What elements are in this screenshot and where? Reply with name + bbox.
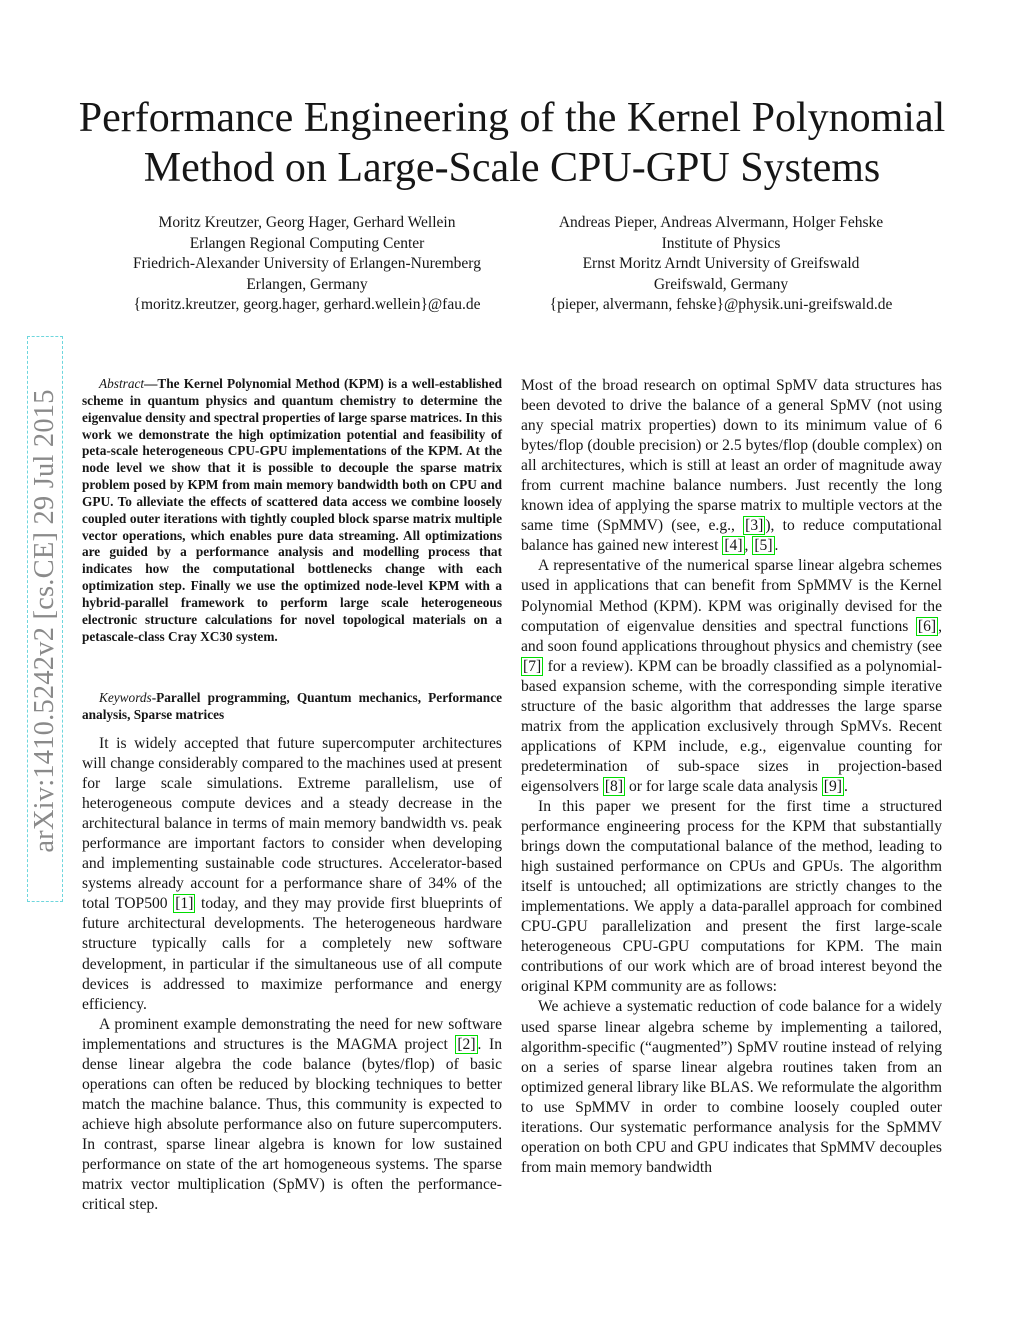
author-affiliation: Institute of Physics [661,234,781,252]
citation-3[interactable]: [3] [745,517,764,535]
author-university: Ernst Moritz Arndt University of Greifswald [582,255,860,273]
citation-4[interactable]: [4] [724,537,743,555]
author-location: Erlangen, Germany [246,275,368,293]
paper-title [0,93,1024,193]
paragraph: We achieve a systematic reduction of code balance for a widely used sparse linear algebra scheme by implementing a tailored, algorithm-specific (“augmented”) SpMV routine instead of relying on a series of sparse linear algebra routines taken from an optimized general library like BLAS. We reformulate the algorithm to use SpMMV in order to combine loosely coupled outer iterations. Our systematic performance analysis for the SpMMV operation on both CPU and GPU indicates that SpMMV decouples from main memory bandwidth [521,998,942,1176]
abstract-text: —The Kernel Polynomial Method (KPM) is a well-established scheme in quantum physics and quantum chemistry to determine the eigenvalue density and spectral properties of large sparse matrices. In this work we demonstrate the high optimization potential and feasibility of peta-scale heterogeneous CPU-GPU implementations of the KPM. At the node level we show that it is possible to decouple the sparse matrix problem posed by KPM from main memory bandwidth both on CPU and GPU. To alleviate the effects of scattered data access we combine loosely coupled outer iterations with tightly coupled block sparse matrix multiple vector operations, which enables pure data streaming. All optimizations are guided by a performance analysis and modelling process that indicates how the computational bottlenecks change with each optimization step. Finally we use the optimized node-level KPM with a hybrid-parallel framework to perform large scale heterogeneous electronic structure calculations for novel topological materials on a petascale-class Cray XC30 system. [82,376,502,644]
paragraph: A representative of the numerical sparse linear algebra schemes used in applications that can benefit from SpMMV is the Kernel Polynomial Method (KPM). KPM was originally devised for the computation of eigenvalue densities and spectral functions [6] , and soon found applications throughout physics and chemistry (see [7] for a review). KPM can be broadly classified as a polynomial-based expansion scheme, with the corresponding simple iterative structure of the basic algorithm that addresses the large sparse matrix from the application exclusively through SpMVs. Recent applications of KPM include, e.g., eigenvalue counting for predetermination of sub-space sizes in projection-based eigensolvers [8] or for large scale data analysis [9] . [521,557,942,795]
author-email: {pieper, alvermann, fehske}@physik.uni-greifswald.de [549,296,893,314]
author-block-right [496,213,946,316]
body-column-right [521,376,942,1178]
citation-2[interactable]: [2] [457,1035,476,1053]
title-line-1: Performance Engineering of the Kernel Polynomial [78,95,946,141]
citation-5[interactable]: [5] [754,537,773,555]
abstract [82,376,502,646]
author-location: Greifswald, Germany [653,275,789,293]
author-names: Andreas Pieper, Andreas Alvermann, Holger Fehske [558,214,884,231]
paragraph: A prominent example demonstrating the need for new software implementations and structures is the MAGMA project [2] . In dense linear algebra the code balance (bytes/flop) of basic operations can often be reduced by blocking techniques to better match the machine balance. Thus, this community is expected to achieve high absolute performance also on future supercomputers. In contrast, sparse linear algebra is known for low sustained performance on state of the art homogeneous systems. The sparse matrix vector multiplication (SpMV) is often the performance-critical step. [82,1015,502,1214]
paragraph: In this paper we present for the first time a structured performance engineering process for the KPM that substantially brings down the computational balance of the method, leading to high sustained performance on CPUs and GPUs. The algorithm itself is untouched; all optimizations are strictly changes to the implementations. We apply a data-parallel approach for combined CPU-GPU parallelization and present the first large-scale heterogeneous CPU-GPU computations for KPM. The main contributions of our work which are of broad interest beyond the original KPM community are as follows: [521,797,942,996]
title-line-2: Method on Large-Scale CPU-GPU Systems [143,145,881,191]
arxiv-id[interactable]: arXiv:1410.5242v2 [cs.CE] 29 Jul 2015 [29,389,60,853]
body-column-left [82,734,502,1215]
citation-6[interactable]: [6] [917,617,937,635]
paragraph: Most of the broad research on optimal SpMV data structures has been devoted to drive the balance of a general SpMV (not using any special matrix properties) down to its minimum value of 6 bytes/flop (double precision) or 2.5 bytes/flop (double complex) on all architectures, which is still at least an order of magnitude away from current machine balance numbers. Just recently the long known idea of applying the sparse matrix to multiple vectors at the same time (SpMMV) (see, e.g., [3] ), to reduce computational balance has gained new interest [4] , [5] . [521,377,942,555]
author-names: Moritz Kreutzer, Georg Hager, Gerhard Wellein [158,214,456,231]
keywords-label: Keywords [99,690,152,705]
author-university: Friedrich-Alexander University of Erlangen-Nuremberg [133,255,481,273]
keywords-text: -Parallel programming, Quantum mechanics, Performance analysis, Sparse matrices [82,690,502,722]
author-affiliation: Erlangen Regional Computing Center [189,234,425,252]
author-email: {moritz.kreutzer, georg.hager, gerhard.wellein}@fau.de [133,296,481,314]
abstract-label: Abstract [99,376,145,391]
citation-8[interactable]: [8] [604,777,624,795]
citation-1[interactable]: [1] [175,895,194,913]
paragraph: It is widely accepted that future supercomputer architectures will change considerably compared to the machines used at present for large scale simulations. Extreme parallelism, use of heterogeneous compute devices and a steady decrease in the architectural balance in terms of main memory bandwidth vs. peak performance are important factors to consider when developing and implementing sustainable code structures. Accelerator-based systems already account for a performance share of 34% of the total TOP500 [1] today, and they may provide first blueprints of future architectural developments. The heterogeneous hardware structure typically calls for a completely new software development, in particular if the simultaneous use of all compute devices is addressed to maximize performance and energy efficiency. [82,735,502,1013]
citation-7[interactable]: [7] [523,657,542,675]
arxiv-stamp[interactable] [20,336,70,906]
citation-9[interactable]: [9] [823,777,842,795]
keywords [82,690,502,724]
author-block-left [82,213,532,316]
